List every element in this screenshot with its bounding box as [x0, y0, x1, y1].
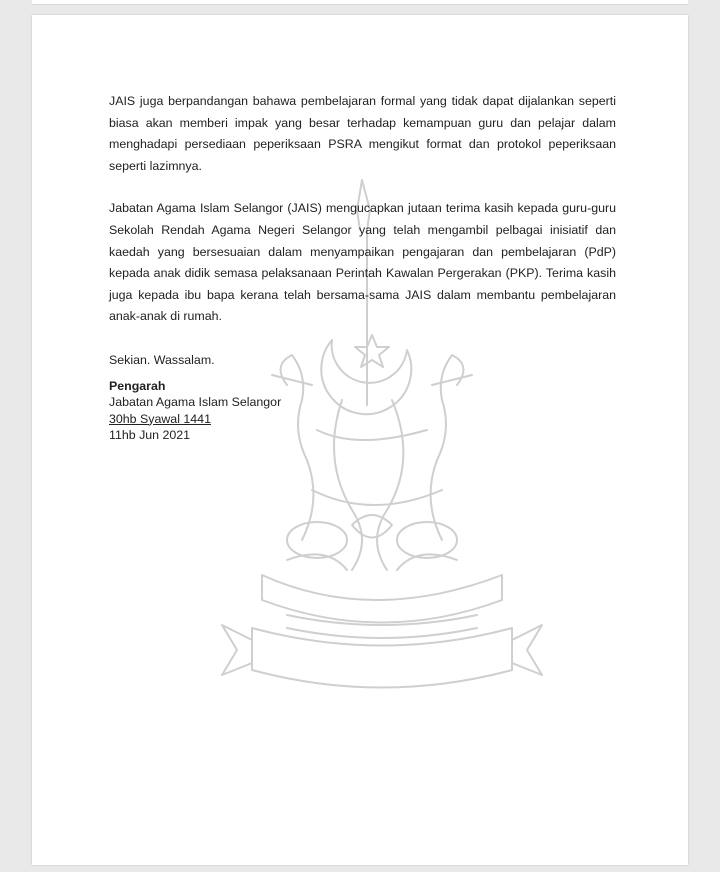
- paragraph-2: Jabatan Agama Islam Selangor (JAIS) mengucapkan jutaan terima kasih kepada guru-guru Sekolah Rendah Agama Negeri Selangor yang telah mengambil pelbagai inisiatif dan kaedah yang bersesuaian dalam menyampaikan pengajaran dan pembelajaran (PdP) kepada anak didik semasa pelaksanaan Perintah Kawalan Pergerakan (PKP). Terima kasih juga kepada ibu bapa kerana telah bersama-sama JAIS dalam membantu pembelajaran anak-anak di rumah.: [109, 201, 616, 324]
- paragraph-1: JAIS juga berpandangan bahawa pembelajaran formal yang tidak dapat dijalankan seperti biasa akan memberi impak yang besar terhadap kemampuan guru dan pelajar dalam menghadapi persediaan peperiksaan PSRA mengikut format dan protokol peperiksaan seperti lazimnya.: [109, 94, 616, 173]
- letter-body: [109, 91, 616, 444]
- signature-department: Jabatan Agama Islam Selangor: [109, 395, 282, 410]
- closing-line: Sekian. Wassalam.: [109, 352, 215, 367]
- signature-title: Pengarah: [109, 378, 166, 393]
- signature-date: 11hb Jun 2021: [109, 428, 191, 443]
- signature-hijri-date: 30hb Syawal 1441: [109, 411, 211, 426]
- document-page: [32, 15, 688, 865]
- signature-block: [109, 378, 616, 444]
- previous-page-edge: [32, 0, 688, 5]
